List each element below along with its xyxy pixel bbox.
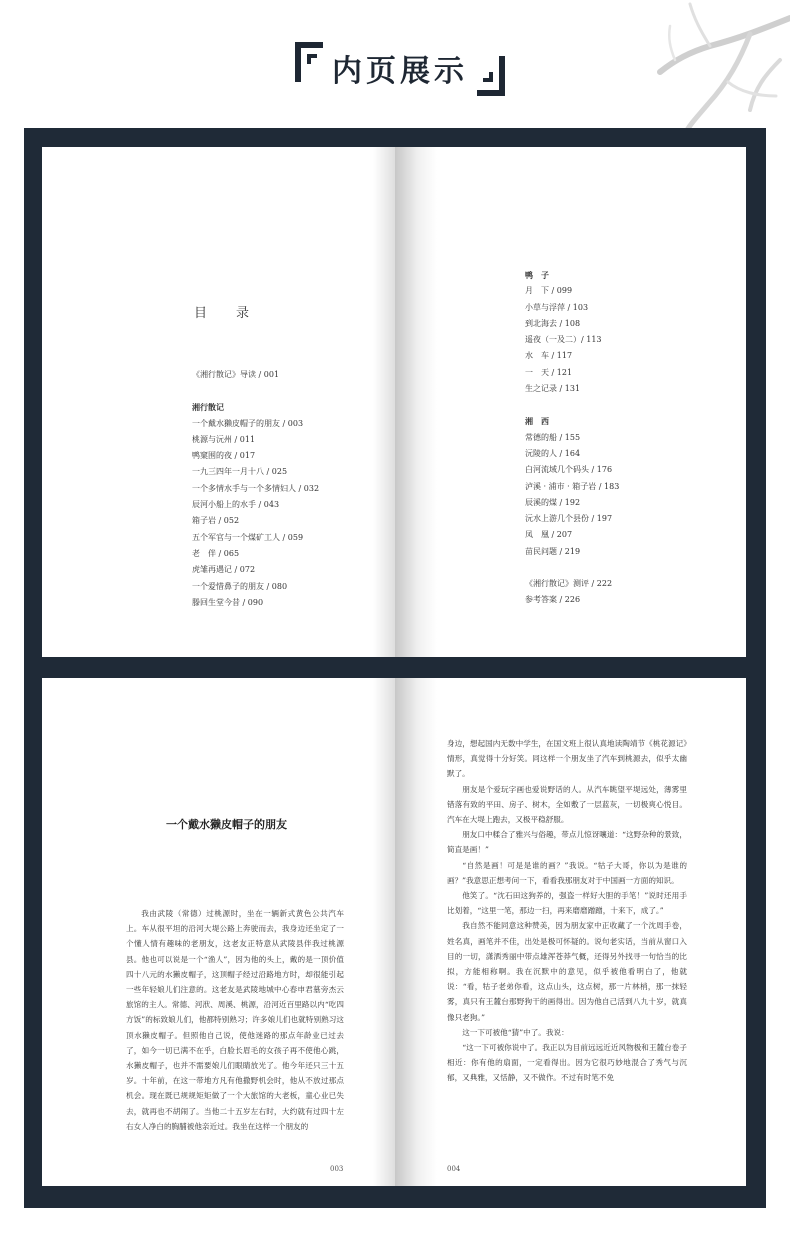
- toc-list-left: [192, 367, 319, 611]
- toc-item: 辰河小船上的水手 / 043: [192, 500, 280, 510]
- body-paragraph: 朋友是个爱玩字画也爱说野话的人。从汽车眺望平堤远处，薄雾里错落有致的平田、房子、树木，全如敷了一层蓝灰，一切极爽心悦目。汽车在大堤上跑去，又极平稳舒服。: [447, 784, 687, 825]
- bracket-right-inner-ornament: [483, 72, 493, 82]
- body-paragraph: 他笑了。“沈石田这狗养的，强盗一样好大胆的手笔！”说时还用手比划着，“这里一笔，那边一扫，再来磨磨蹭蹭，十来下，成了。”: [447, 891, 687, 916]
- toc-page-right: [395, 147, 746, 657]
- bracket-left-inner-ornament: [307, 54, 317, 64]
- chapter-page-left: [42, 678, 395, 1186]
- section-title: 内页展示: [332, 54, 468, 89]
- toc-item: 辰溪的煤 / 192: [525, 497, 581, 507]
- toc-item: 滕回生堂今昔 / 090: [192, 597, 264, 607]
- toc-page-left: [42, 147, 395, 657]
- toc-item: 遥夜（一及二）/ 113: [525, 335, 602, 345]
- body-paragraph: 朋友口中糅合了雅兴与俗趣，带点儿惊讶嚷道：“这野杂种的景致，简直是画！”: [447, 830, 687, 855]
- toc-item: 一个多情水手与一个多情妇人 / 032: [192, 483, 320, 493]
- ink-branch-decoration: [590, 0, 790, 140]
- chapter-body-text: [447, 736, 687, 1086]
- toc-item: 苗民问题 / 219: [525, 546, 581, 556]
- toc-item: 月 下 / 099: [525, 286, 573, 296]
- toc-item: 沅水上游几个县份 / 197: [525, 514, 613, 524]
- chapter-page-right: [395, 678, 746, 1186]
- body-paragraph: 我由武陵（常德）过桃源时，坐在一辆新式黄色公共汽车上。车从很平坦的沿河大堤公路上奔驶而去，我身边还坐定了一个懂人情有趣味的老朋友，这老友正特意从武陵县伴我过桃源县。他也可以说是一个“渔人”，因为他的头上，戴的是一顶价值四十八元的水獭皮帽子，这顶帽子经过沿路地方时，却很能引起一些年轻娘儿们注意的。这老友是武陵地城中心春申君墓旁杰云旅馆的主人。常德、河洑、周溪、桃源，沿河近百里路以内“吃四方饭”的标致娘儿们，他都特别熟习；许多娘儿们也就特别熟习这顶水獭皮帽子。但照他自己说，使他迷路的那点年龄业已过去了，如今一切已满不在乎，白脸长眉毛的女孩子再不使他心跳，水獭皮帽子，也并不需要娘儿们眼睛放光了。他今年还只三十五岁。十年前，在这一带地方凡有他撒野机会时，他从不放过那点机会。现在既已规规矩矩做了一个大旅馆的大老板，童心业已失去，就再也不胡闹了。当他二十五岁左右时，大约就有过四十左右女人净白的胸脯被他亲近过。我坐在这样一个朋友的: [126, 909, 344, 1131]
- toc-title: 目 录: [194, 306, 258, 321]
- page-gutter-shadow: [395, 678, 437, 1186]
- toc-item: 一 天 / 121: [525, 367, 573, 377]
- chapter-title: 一个戴水獭皮帽子的朋友: [166, 818, 287, 831]
- header: [0, 0, 790, 128]
- body-paragraph: “这一下可被你说中了。我正以为目前远远近近风物极和王麓台卷子相近：你有他的扇面，一定看得出。因为它很巧妙地混合了秀气与沉郁，又典雅，又恬静，又不做作。不过有时笔不免: [447, 1043, 687, 1083]
- body-paragraph: “自然是画！可是是谁的画？”我说。“牯子大哥，你以为是谁的画？”我意思正想考问一下，看看我那朋友对于中国画一方面的知识。: [447, 860, 687, 885]
- page-gutter-shadow: [373, 678, 395, 1186]
- toc-section-title: 湘 西: [525, 416, 549, 427]
- chapter-body-text: [126, 906, 344, 1134]
- body-paragraph: 我自然不能同意这种赞美，因为朋友家中正收藏了一个沈周手卷，姓名真，画笔并不佳，出处是极可怀疑的。说句老实话，当前从窗口入目的一切，潇洒秀丽中带点雄浑苍莽气概，还得另外找寻一句恰当的比拟，方能相称啊。我在沉默中的意见，似乎被他看明白了，他就说：“看，牯子老弟你看，这点山头，这点树，那一片林梢，那一抹轻雾，真只有王麓台那野狗干的画得出。因为他自己活到八九十岁，就真像只老狗。”: [447, 921, 687, 1022]
- toc-item: 水 车 / 117: [525, 351, 573, 361]
- toc-item: 凤 凰 / 207: [525, 530, 573, 540]
- page-gutter-shadow: [373, 147, 395, 657]
- toc-item: 泸溪 · 浦市 · 箱子岩 / 183: [525, 481, 620, 491]
- toc-item: 虎雏再遇记 / 072: [192, 565, 256, 575]
- body-paragraph: 这一下可被他“猜”中了。我说：: [462, 1027, 569, 1037]
- body-paragraph: 身边，想起国内无数中学生，在国文班上很认真地读陶靖节《桃花源记》情形，真觉得十分好笑。同这样一个朋友坐了汽车到桃源去，似乎太幽默了。: [447, 739, 687, 779]
- toc-item: 一个戴水獭皮帽子的朋友 / 003: [192, 418, 304, 428]
- toc-item: 到北海去 / 108: [525, 318, 581, 328]
- toc-item: 一九三四年一月十八 / 025: [192, 467, 288, 477]
- toc-item: 鸭窠围的夜 / 017: [192, 451, 256, 461]
- section-title-block: [295, 40, 505, 98]
- toc-item: 五个军官与一个煤矿工人 / 059: [192, 532, 304, 542]
- toc-item: 一个爱惜鼻子的朋友 / 080: [192, 581, 288, 591]
- toc-list-right: [525, 267, 619, 609]
- toc-section-title: 鸭 子: [525, 270, 549, 280]
- page-number: 004: [447, 1165, 461, 1173]
- toc-item: 箱子岩 / 052: [192, 516, 240, 526]
- toc-item: 参考答案 / 226: [525, 595, 581, 605]
- toc-item: 小草与浮萍 / 103: [525, 302, 589, 312]
- toc-item: 老 伴 / 065: [192, 548, 240, 558]
- toc-intro-item: 《湘行散记》导读 / 001: [192, 370, 280, 379]
- toc-section-title: 湘行散记: [192, 402, 224, 413]
- page-number: 003: [330, 1165, 344, 1173]
- toc-item: 生之记录 / 131: [525, 384, 581, 394]
- toc-item: 沅陵的人 / 164: [525, 448, 581, 458]
- page-gutter-shadow: [395, 147, 437, 657]
- toc-item: 常德的船 / 155: [525, 432, 581, 442]
- toc-item: 白河流域几个码头 / 176: [525, 465, 613, 475]
- toc-item: 桃源与沅州 / 011: [192, 434, 256, 444]
- toc-item: 《湘行散记》测评 / 222: [525, 579, 613, 589]
